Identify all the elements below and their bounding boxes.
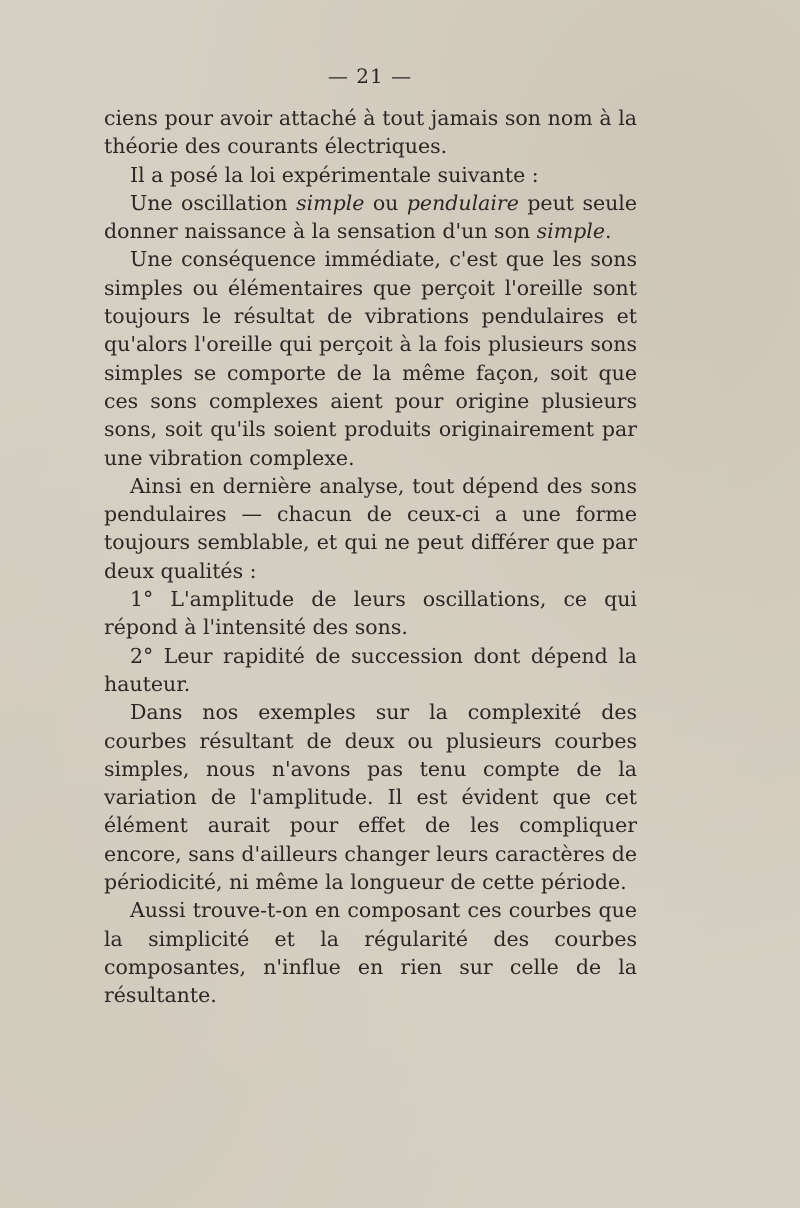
italic-term: pendulaire <box>406 190 519 215</box>
body-text <box>104 104 637 1010</box>
text-segment: 2° Leur rapidité de succession dont dépend la hauteur. <box>104 643 637 696</box>
paragraph-7 <box>104 698 637 896</box>
paragraph-1 <box>104 161 637 189</box>
page-number: — 21 — <box>327 64 413 88</box>
text-segment: Dans nos exemples sur la complexité des courbes résultant de deux ou plusieurs courbes simples, nous n'avons pas tenu compte de la variation de l'amplitude. Il est évident que cet élément aurait pour effet de les compliquer encore, sans d'ailleurs changer leurs caractères de périodicité, ni même la longueur de cette période. <box>104 700 637 895</box>
text-segment: . <box>604 219 612 244</box>
paragraph-2 <box>104 189 637 246</box>
paragraph-3 <box>104 245 637 471</box>
text-segment: Une conséquence immédiate, c'est que les sons simples ou élémentaires que perçoit l'oreille sont toujours le résultat de vibrations pendulaires et qu'alors l'oreille qui perçoit à la fois plusieurs sons simples se comporte de la même façon, soit que ces sons complexes aient pour origine plusieurs sons, soit qu'ils soient produits originairement par une vibration complexe. <box>104 247 637 470</box>
text-segment: Une oscillation <box>130 190 297 215</box>
text-segment: peut seule donner naissance à la sensation d'un son <box>104 190 637 244</box>
text-segment: Il a posé la loi expérimentale suivante : <box>130 162 539 187</box>
text-segment: Ainsi en dernière analyse, tout dépend des sons pendulaires — chacun de ceux-ci a une forme toujours semblable, et qui ne peut différer que par deux qualités : <box>104 473 637 583</box>
paragraph-8 <box>104 896 637 1009</box>
italic-term: simple <box>536 219 605 244</box>
paragraph-4 <box>104 472 637 585</box>
italic-term: simple <box>296 190 365 215</box>
paragraph-5 <box>104 585 637 642</box>
paragraph-0 <box>104 104 637 161</box>
text-segment: 1° L'amplitude de leurs oscillations, ce qui répond à l'intensité des sons. <box>104 587 637 640</box>
text-segment: Aussi trouve-t-on en composant ces courbes que la simplicité et la régularité des courbes composantes, n'influe en rien sur celle de la résultante. <box>104 898 637 1008</box>
text-segment: ciens pour avoir attaché à tout jamais son nom à la théorie des courants électriques. <box>104 106 637 159</box>
paragraph-6 <box>104 642 637 699</box>
text-segment: ou <box>364 190 407 215</box>
